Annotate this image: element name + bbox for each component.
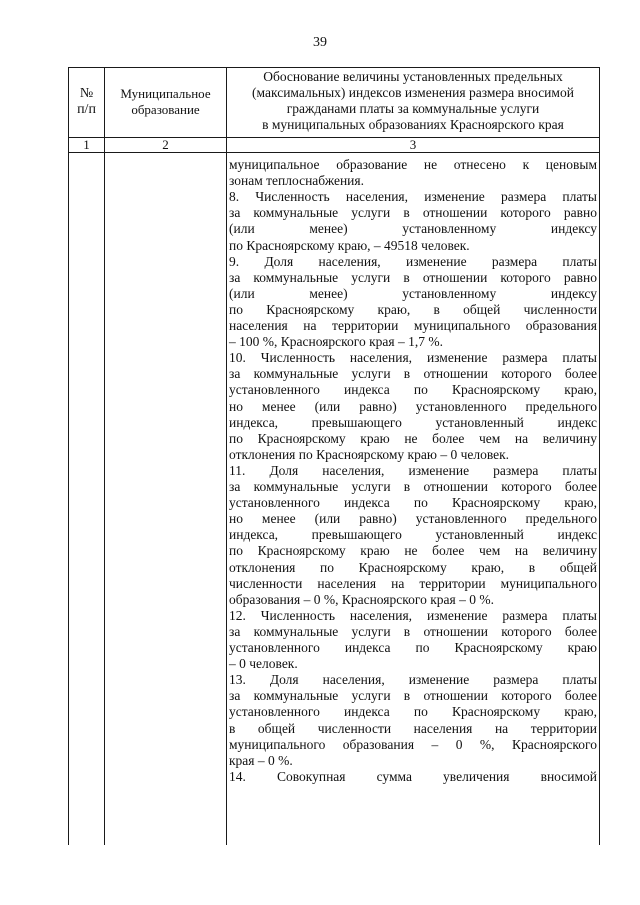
text-line: – 100 %, Красноярского края – 1,7 %. bbox=[229, 334, 443, 350]
table-border-top bbox=[68, 67, 600, 68]
text-line: в общей численности населения на территории bbox=[229, 720, 597, 736]
text-line: по Красноярскому краю не более чем на величину bbox=[229, 543, 597, 559]
text-line: 14. Совокупная сумма увеличения вносимой bbox=[229, 768, 597, 784]
header-justification: Обоснование величины установленных предельных (максимальных) индексов изменения размера вносимой гражданами платы за коммунальные услуги в муниципальных образованиях Красноярского края bbox=[252, 69, 574, 132]
text-line: за коммунальные услуги в отношении которого равно bbox=[229, 269, 597, 285]
table-divider-2 bbox=[226, 67, 227, 845]
text-line: установленного индекса по Красноярскому краю bbox=[229, 640, 597, 655]
header-number: № п/п bbox=[77, 86, 96, 117]
text-line: 13. Доля населения, изменение размера платы bbox=[229, 672, 597, 688]
text-line: за коммунальные услуги в отношении которого более bbox=[229, 366, 597, 382]
text-line: образования – 0 %, Красноярского края – 0 %. bbox=[229, 591, 494, 607]
page-number: 39 bbox=[313, 35, 327, 50]
text-line: – 0 человек. bbox=[229, 656, 298, 672]
text-line: но менее (или равно) установленного предельного bbox=[229, 398, 597, 414]
text-line: по Красноярскому краю, – 49518 человек. bbox=[229, 237, 470, 253]
text-line: установленного индекса по Красноярскому краю, bbox=[229, 495, 597, 511]
header-municipality: Муниципальное образование bbox=[120, 86, 211, 117]
text-line: установленного индекса по Красноярскому краю, bbox=[229, 704, 597, 720]
text-line: муниципального образования – 0 %, Красноярского bbox=[229, 736, 597, 752]
text-line: за коммунальные услуги в отношении которого более bbox=[229, 688, 597, 704]
text-line: установленного индекса по Красноярскому краю, bbox=[229, 382, 597, 398]
text-line: индекса, превышающего установленный индекс bbox=[229, 414, 597, 430]
column-number-2: 2 bbox=[162, 137, 169, 152]
table-divider-1 bbox=[104, 67, 105, 845]
table-border-left bbox=[68, 67, 69, 845]
text-line: отклонения по Красноярскому краю – 0 человек. bbox=[229, 446, 510, 462]
text-line: по Красноярскому краю, в общей численности bbox=[229, 301, 597, 317]
text-line: 9. Доля населения, изменение размера платы bbox=[229, 253, 597, 269]
text-line: 10. Численность населения, изменение размера платы bbox=[229, 350, 597, 366]
text-line: 11. Доля населения, изменение размера платы bbox=[229, 462, 597, 478]
text-line: (или менее) установленному индексу bbox=[229, 221, 597, 237]
text-line: края – 0 %. bbox=[229, 752, 293, 768]
text-line: муниципальное образование не отнесено к ценовым bbox=[229, 157, 597, 172]
column-number-3: 3 bbox=[409, 137, 417, 152]
text-line: отклонения по Красноярскому краю, в общей bbox=[229, 559, 597, 575]
text-line: 12. Численность населения, изменение размера платы bbox=[229, 607, 597, 623]
text-line: зонам теплоснабжения. bbox=[229, 173, 364, 189]
table-border-right bbox=[599, 67, 600, 845]
text-line: численности населения на территории муниципального bbox=[229, 575, 597, 591]
column-number-1: 1 bbox=[83, 137, 90, 152]
text-line: но менее (или равно) установленного предельного bbox=[229, 511, 597, 527]
text-line: по Красноярскому краю не более чем на величину bbox=[229, 430, 597, 446]
text-line: за коммунальные услуги в отношении которого более bbox=[229, 479, 597, 494]
text-line: индекса, превышающего установленный индекс bbox=[229, 527, 597, 543]
text-line: 8. Численность населения, изменение размера платы bbox=[229, 189, 597, 205]
text-line: (или менее) установленному индексу bbox=[229, 285, 597, 301]
text-line: населения на территории муниципального образования bbox=[229, 318, 597, 333]
text-line: за коммунальные услуги в отношении которого равно bbox=[229, 205, 597, 221]
text-line: за коммунальные услуги в отношении которого более bbox=[229, 623, 597, 639]
